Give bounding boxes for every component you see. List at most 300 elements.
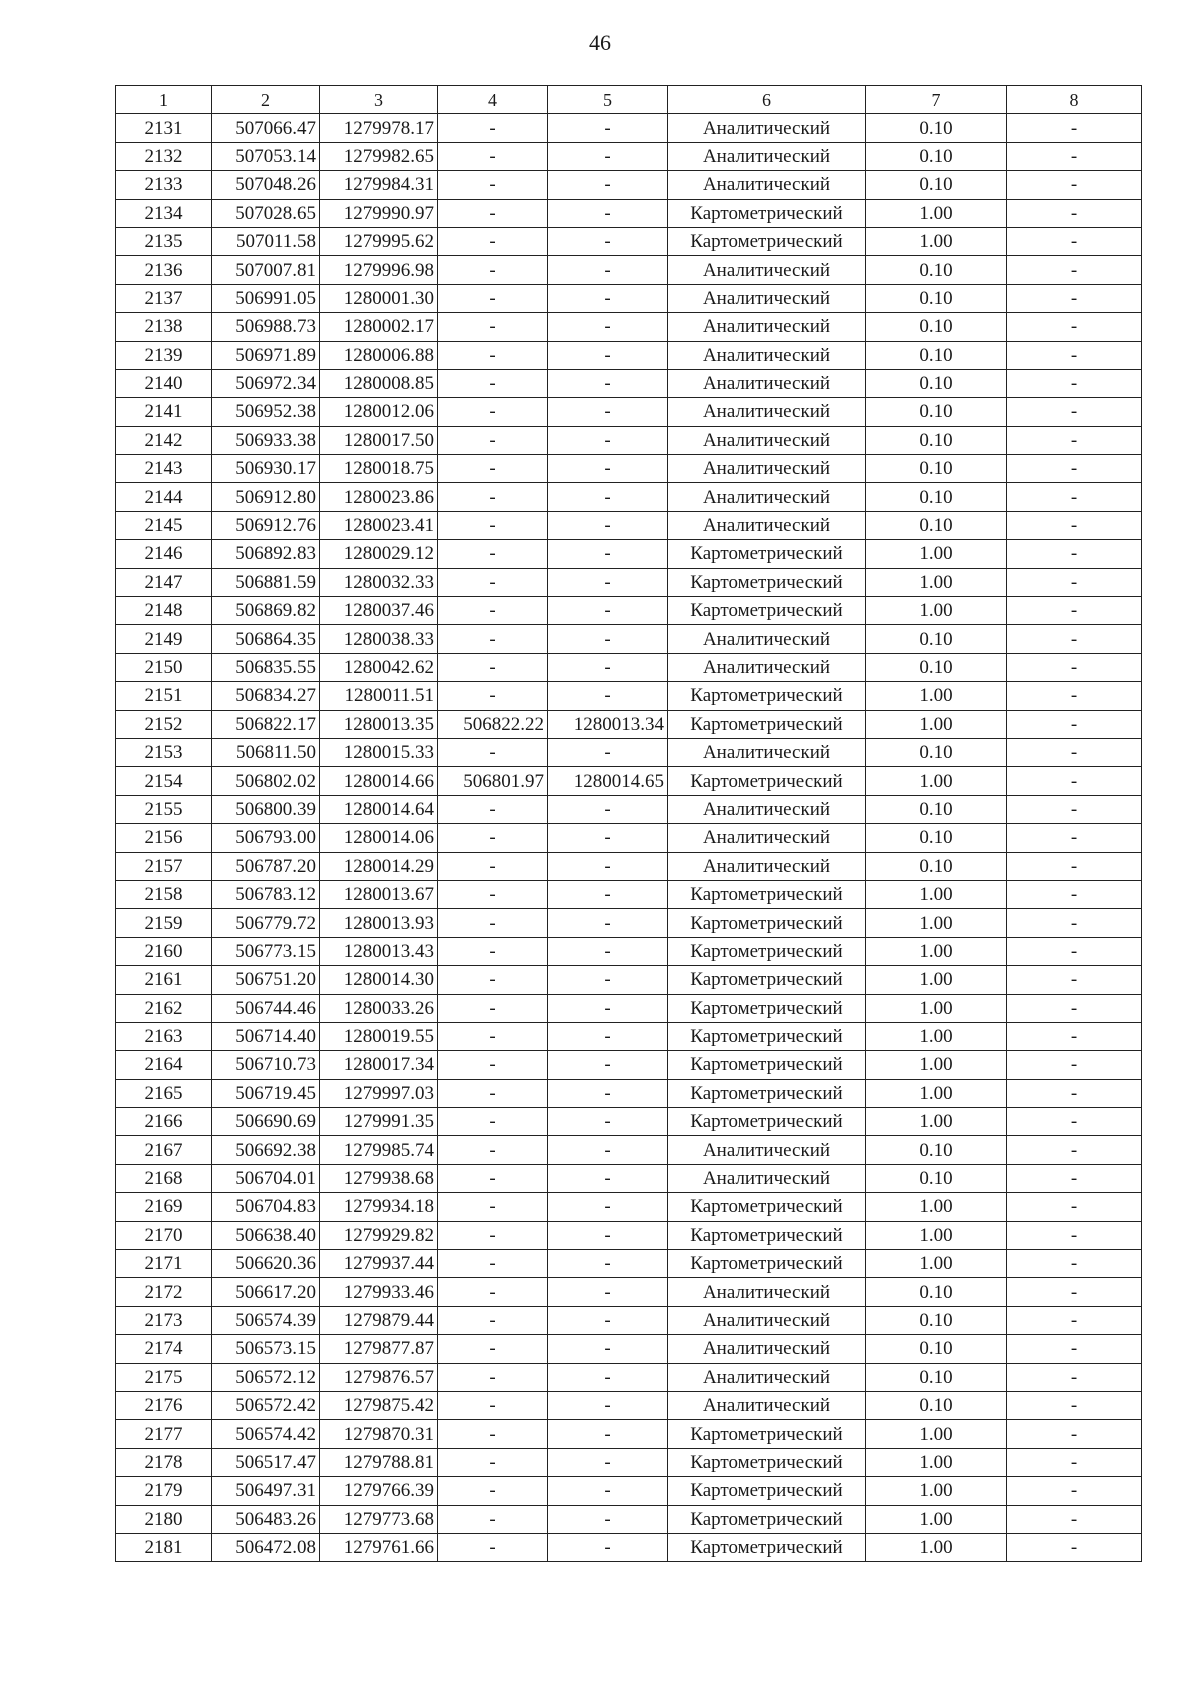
y-coordinate-alt-cell: -: [548, 1533, 668, 1561]
note-cell: -: [1007, 540, 1142, 568]
x-coordinate-cell: 506892.83: [212, 540, 320, 568]
x-coordinate-alt-cell: -: [438, 625, 548, 653]
x-coordinate-alt-cell: -: [438, 1505, 548, 1533]
note-cell: -: [1007, 966, 1142, 994]
point-number-cell: 2142: [116, 426, 212, 454]
accuracy-cell: 1.00: [866, 1533, 1007, 1561]
point-number-cell: 2153: [116, 738, 212, 766]
column-header-7: 7: [866, 86, 1007, 114]
method-cell: Аналитический: [668, 284, 866, 312]
method-cell: Картометрический: [668, 1051, 866, 1079]
table-row: [116, 398, 1142, 426]
y-coordinate-cell: 1280032.33: [320, 568, 438, 596]
y-coordinate-cell: 1280014.66: [320, 767, 438, 795]
y-coordinate-alt-cell: -: [548, 398, 668, 426]
y-coordinate-alt-cell: -: [548, 625, 668, 653]
point-number-cell: 2169: [116, 1193, 212, 1221]
table-row: [116, 937, 1142, 965]
y-coordinate-alt-cell: -: [548, 1477, 668, 1505]
note-cell: -: [1007, 1420, 1142, 1448]
point-number-cell: 2158: [116, 880, 212, 908]
method-cell: Аналитический: [668, 795, 866, 823]
point-number-cell: 2143: [116, 455, 212, 483]
accuracy-cell: 1.00: [866, 1221, 1007, 1249]
accuracy-cell: 0.10: [866, 256, 1007, 284]
note-cell: -: [1007, 1250, 1142, 1278]
y-coordinate-alt-cell: -: [548, 824, 668, 852]
y-coordinate-alt-cell: -: [548, 171, 668, 199]
y-coordinate-alt-cell: -: [548, 341, 668, 369]
point-number-cell: 2176: [116, 1391, 212, 1419]
y-coordinate-cell: 1280038.33: [320, 625, 438, 653]
method-cell: Аналитический: [668, 171, 866, 199]
point-number-cell: 2148: [116, 597, 212, 625]
accuracy-cell: 0.10: [866, 1335, 1007, 1363]
y-coordinate-alt-cell: -: [548, 227, 668, 255]
x-coordinate-cell: 506933.38: [212, 426, 320, 454]
table-row: [116, 1164, 1142, 1192]
y-coordinate-alt-cell: -: [548, 114, 668, 142]
accuracy-cell: 0.10: [866, 1391, 1007, 1419]
x-coordinate-alt-cell: -: [438, 1051, 548, 1079]
point-number-cell: 2151: [116, 682, 212, 710]
accuracy-cell: 0.10: [866, 284, 1007, 312]
x-coordinate-cell: 506971.89: [212, 341, 320, 369]
accuracy-cell: 1.00: [866, 1477, 1007, 1505]
note-cell: -: [1007, 795, 1142, 823]
note-cell: -: [1007, 568, 1142, 596]
column-header-6: 6: [668, 86, 866, 114]
note-cell: -: [1007, 880, 1142, 908]
x-coordinate-alt-cell: -: [438, 313, 548, 341]
accuracy-cell: 1.00: [866, 994, 1007, 1022]
point-number-cell: 2174: [116, 1335, 212, 1363]
column-header-8: 8: [1007, 86, 1142, 114]
point-number-cell: 2140: [116, 369, 212, 397]
table-row: [116, 625, 1142, 653]
method-cell: Аналитический: [668, 426, 866, 454]
x-coordinate-alt-cell: -: [438, 1079, 548, 1107]
point-number-cell: 2180: [116, 1505, 212, 1533]
x-coordinate-cell: 506517.47: [212, 1448, 320, 1476]
table-row: [116, 1448, 1142, 1476]
y-coordinate-alt-cell: -: [548, 795, 668, 823]
y-coordinate-alt-cell: -: [548, 1079, 668, 1107]
point-number-cell: 2159: [116, 909, 212, 937]
point-number-cell: 2149: [116, 625, 212, 653]
x-coordinate-cell: 506690.69: [212, 1108, 320, 1136]
note-cell: -: [1007, 1477, 1142, 1505]
note-cell: -: [1007, 369, 1142, 397]
y-coordinate-cell: 1279985.74: [320, 1136, 438, 1164]
x-coordinate-alt-cell: -: [438, 1533, 548, 1561]
y-coordinate-cell: 1280029.12: [320, 540, 438, 568]
note-cell: -: [1007, 1193, 1142, 1221]
y-coordinate-cell: 1280023.86: [320, 483, 438, 511]
table-row: [116, 568, 1142, 596]
y-coordinate-cell: 1279991.35: [320, 1108, 438, 1136]
y-coordinate-alt-cell: -: [548, 426, 668, 454]
y-coordinate-alt-cell: -: [548, 540, 668, 568]
method-cell: Аналитический: [668, 852, 866, 880]
x-coordinate-alt-cell: -: [438, 1363, 548, 1391]
x-coordinate-cell: 506912.76: [212, 511, 320, 539]
x-coordinate-cell: 506744.46: [212, 994, 320, 1022]
method-cell: Аналитический: [668, 1278, 866, 1306]
y-coordinate-cell: 1280013.43: [320, 937, 438, 965]
method-cell: Аналитический: [668, 313, 866, 341]
accuracy-cell: 0.10: [866, 1278, 1007, 1306]
note-cell: -: [1007, 738, 1142, 766]
y-coordinate-cell: 1279978.17: [320, 114, 438, 142]
x-coordinate-alt-cell: -: [438, 597, 548, 625]
method-cell: Аналитический: [668, 398, 866, 426]
table-row: [116, 1477, 1142, 1505]
y-coordinate-alt-cell: -: [548, 909, 668, 937]
method-cell: Картометрический: [668, 994, 866, 1022]
note-cell: -: [1007, 1022, 1142, 1050]
table-row: [116, 483, 1142, 511]
x-coordinate-alt-cell: -: [438, 398, 548, 426]
x-coordinate-cell: 506638.40: [212, 1221, 320, 1249]
accuracy-cell: 0.10: [866, 1363, 1007, 1391]
table-row: [116, 1079, 1142, 1107]
note-cell: -: [1007, 114, 1142, 142]
x-coordinate-alt-cell: -: [438, 937, 548, 965]
note-cell: -: [1007, 256, 1142, 284]
accuracy-cell: 1.00: [866, 199, 1007, 227]
x-coordinate-cell: 506988.73: [212, 313, 320, 341]
accuracy-cell: 1.00: [866, 1079, 1007, 1107]
x-coordinate-alt-cell: -: [438, 227, 548, 255]
table-row: [116, 1420, 1142, 1448]
y-coordinate-alt-cell: -: [548, 1420, 668, 1448]
x-coordinate-alt-cell: -: [438, 1477, 548, 1505]
y-coordinate-cell: 1280023.41: [320, 511, 438, 539]
method-cell: Аналитический: [668, 511, 866, 539]
method-cell: Картометрический: [668, 682, 866, 710]
table-row: [116, 880, 1142, 908]
y-coordinate-cell: 1280002.17: [320, 313, 438, 341]
accuracy-cell: 1.00: [866, 1022, 1007, 1050]
y-coordinate-alt-cell: -: [548, 1193, 668, 1221]
x-coordinate-cell: 507007.81: [212, 256, 320, 284]
y-coordinate-alt-cell: -: [548, 994, 668, 1022]
y-coordinate-alt-cell: -: [548, 1335, 668, 1363]
method-cell: Картометрический: [668, 1533, 866, 1561]
y-coordinate-alt-cell: -: [548, 937, 668, 965]
accuracy-cell: 1.00: [866, 1448, 1007, 1476]
point-number-cell: 2164: [116, 1051, 212, 1079]
x-coordinate-alt-cell: -: [438, 1250, 548, 1278]
method-cell: Картометрический: [668, 909, 866, 937]
method-cell: Картометрический: [668, 540, 866, 568]
point-number-cell: 2179: [116, 1477, 212, 1505]
note-cell: -: [1007, 1448, 1142, 1476]
x-coordinate-alt-cell: -: [438, 568, 548, 596]
accuracy-cell: 0.10: [866, 142, 1007, 170]
note-cell: -: [1007, 1363, 1142, 1391]
y-coordinate-alt-cell: -: [548, 682, 668, 710]
y-coordinate-alt-cell: -: [548, 852, 668, 880]
accuracy-cell: 0.10: [866, 852, 1007, 880]
accuracy-cell: 0.10: [866, 795, 1007, 823]
point-number-cell: 2177: [116, 1420, 212, 1448]
point-number-cell: 2168: [116, 1164, 212, 1192]
y-coordinate-cell: 1280008.85: [320, 369, 438, 397]
x-coordinate-cell: 506714.40: [212, 1022, 320, 1050]
note-cell: -: [1007, 313, 1142, 341]
table-row: [116, 852, 1142, 880]
note-cell: -: [1007, 824, 1142, 852]
table-row: [116, 142, 1142, 170]
y-coordinate-alt-cell: -: [548, 313, 668, 341]
method-cell: Картометрический: [668, 597, 866, 625]
x-coordinate-cell: 506864.35: [212, 625, 320, 653]
table-row: [116, 369, 1142, 397]
y-coordinate-alt-cell: -: [548, 1108, 668, 1136]
note-cell: -: [1007, 767, 1142, 795]
note-cell: -: [1007, 1108, 1142, 1136]
note-cell: -: [1007, 597, 1142, 625]
table-row: [116, 597, 1142, 625]
note-cell: -: [1007, 994, 1142, 1022]
y-coordinate-cell: 1279933.46: [320, 1278, 438, 1306]
accuracy-cell: 1.00: [866, 880, 1007, 908]
point-number-cell: 2178: [116, 1448, 212, 1476]
accuracy-cell: 0.10: [866, 341, 1007, 369]
x-coordinate-alt-cell: -: [438, 142, 548, 170]
x-coordinate-alt-cell: -: [438, 994, 548, 1022]
method-cell: Картометрический: [668, 1193, 866, 1221]
point-number-cell: 2136: [116, 256, 212, 284]
y-coordinate-cell: 1279997.03: [320, 1079, 438, 1107]
x-coordinate-cell: 506972.34: [212, 369, 320, 397]
table-row: [116, 227, 1142, 255]
x-coordinate-alt-cell: -: [438, 483, 548, 511]
method-cell: Аналитический: [668, 341, 866, 369]
method-cell: Картометрический: [668, 937, 866, 965]
method-cell: Картометрический: [668, 1420, 866, 1448]
accuracy-cell: 0.10: [866, 511, 1007, 539]
y-coordinate-alt-cell: -: [548, 880, 668, 908]
accuracy-cell: 0.10: [866, 313, 1007, 341]
y-coordinate-cell: 1279766.39: [320, 1477, 438, 1505]
accuracy-cell: 1.00: [866, 568, 1007, 596]
y-coordinate-alt-cell: -: [548, 738, 668, 766]
y-coordinate-alt-cell: -: [548, 1448, 668, 1476]
y-coordinate-alt-cell: -: [548, 511, 668, 539]
x-coordinate-alt-cell: -: [438, 795, 548, 823]
accuracy-cell: 0.10: [866, 1136, 1007, 1164]
y-coordinate-cell: 1280033.26: [320, 994, 438, 1022]
method-cell: Картометрический: [668, 1448, 866, 1476]
table-row: [116, 511, 1142, 539]
method-cell: Картометрический: [668, 1505, 866, 1533]
y-coordinate-alt-cell: -: [548, 1221, 668, 1249]
table-row: [116, 114, 1142, 142]
x-coordinate-alt-cell: -: [438, 511, 548, 539]
y-coordinate-alt-cell: -: [548, 1505, 668, 1533]
y-coordinate-alt-cell: -: [548, 1051, 668, 1079]
table-row: [116, 1363, 1142, 1391]
accuracy-cell: 0.10: [866, 171, 1007, 199]
y-coordinate-cell: 1280015.33: [320, 738, 438, 766]
coordinates-table: [115, 85, 1142, 1562]
x-coordinate-alt-cell: -: [438, 455, 548, 483]
note-cell: -: [1007, 199, 1142, 227]
y-coordinate-cell: 1280018.75: [320, 455, 438, 483]
accuracy-cell: 1.00: [866, 909, 1007, 937]
y-coordinate-cell: 1280013.67: [320, 880, 438, 908]
note-cell: -: [1007, 909, 1142, 937]
x-coordinate-cell: 506773.15: [212, 937, 320, 965]
method-cell: Картометрический: [668, 1250, 866, 1278]
x-coordinate-cell: 506787.20: [212, 852, 320, 880]
y-coordinate-cell: 1279990.97: [320, 199, 438, 227]
method-cell: Картометрический: [668, 568, 866, 596]
point-number-cell: 2170: [116, 1221, 212, 1249]
method-cell: Аналитический: [668, 824, 866, 852]
x-coordinate-alt-cell: -: [438, 1448, 548, 1476]
y-coordinate-alt-cell: -: [548, 284, 668, 312]
point-number-cell: 2139: [116, 341, 212, 369]
point-number-cell: 2173: [116, 1306, 212, 1334]
x-coordinate-cell: 506572.12: [212, 1363, 320, 1391]
x-coordinate-cell: 507011.58: [212, 227, 320, 255]
y-coordinate-cell: 1280017.50: [320, 426, 438, 454]
x-coordinate-alt-cell: -: [438, 1022, 548, 1050]
y-coordinate-alt-cell: -: [548, 597, 668, 625]
table-row: [116, 1306, 1142, 1334]
point-number-cell: 2166: [116, 1108, 212, 1136]
table-row: [116, 1022, 1142, 1050]
y-coordinate-cell: 1279938.68: [320, 1164, 438, 1192]
y-coordinate-cell: 1280014.29: [320, 852, 438, 880]
accuracy-cell: 1.00: [866, 682, 1007, 710]
note-cell: -: [1007, 653, 1142, 681]
x-coordinate-alt-cell: -: [438, 880, 548, 908]
y-coordinate-cell: 1279761.66: [320, 1533, 438, 1561]
x-coordinate-cell: 506930.17: [212, 455, 320, 483]
x-coordinate-alt-cell: -: [438, 966, 548, 994]
method-cell: Аналитический: [668, 1391, 866, 1419]
y-coordinate-alt-cell: -: [548, 1164, 668, 1192]
point-number-cell: 2160: [116, 937, 212, 965]
accuracy-cell: 1.00: [866, 1108, 1007, 1136]
x-coordinate-cell: 506497.31: [212, 1477, 320, 1505]
x-coordinate-cell: 506573.15: [212, 1335, 320, 1363]
y-coordinate-cell: 1279984.31: [320, 171, 438, 199]
table-row: [116, 540, 1142, 568]
y-coordinate-cell: 1280012.06: [320, 398, 438, 426]
point-number-cell: 2131: [116, 114, 212, 142]
x-coordinate-cell: 506834.27: [212, 682, 320, 710]
y-coordinate-cell: 1279995.62: [320, 227, 438, 255]
table-row: [116, 1335, 1142, 1363]
method-cell: Аналитический: [668, 738, 866, 766]
method-cell: Картометрический: [668, 710, 866, 738]
point-number-cell: 2155: [116, 795, 212, 823]
method-cell: Аналитический: [668, 1363, 866, 1391]
note-cell: -: [1007, 511, 1142, 539]
method-cell: Картометрический: [668, 1079, 866, 1107]
x-coordinate-alt-cell: -: [438, 1306, 548, 1334]
x-coordinate-alt-cell: -: [438, 171, 548, 199]
method-cell: Аналитический: [668, 1164, 866, 1192]
x-coordinate-alt-cell: -: [438, 653, 548, 681]
accuracy-cell: 1.00: [866, 1051, 1007, 1079]
accuracy-cell: 0.10: [866, 1164, 1007, 1192]
table-row: [116, 1136, 1142, 1164]
x-coordinate-alt-cell: -: [438, 199, 548, 227]
method-cell: Аналитический: [668, 625, 866, 653]
method-cell: Картометрический: [668, 199, 866, 227]
x-coordinate-alt-cell: -: [438, 540, 548, 568]
method-cell: Аналитический: [668, 653, 866, 681]
x-coordinate-cell: 506692.38: [212, 1136, 320, 1164]
accuracy-cell: 0.10: [866, 455, 1007, 483]
table-row: [116, 256, 1142, 284]
table-row: [116, 710, 1142, 738]
x-coordinate-cell: 506704.83: [212, 1193, 320, 1221]
table-row: [116, 1505, 1142, 1533]
method-cell: Картометрический: [668, 227, 866, 255]
note-cell: -: [1007, 227, 1142, 255]
accuracy-cell: 1.00: [866, 1250, 1007, 1278]
x-coordinate-alt-cell: -: [438, 909, 548, 937]
y-coordinate-cell: 1280006.88: [320, 341, 438, 369]
page-number: 46: [589, 30, 611, 55]
x-coordinate-alt-cell: -: [438, 824, 548, 852]
y-coordinate-cell: 1279996.98: [320, 256, 438, 284]
y-coordinate-alt-cell: -: [548, 1022, 668, 1050]
point-number-cell: 2163: [116, 1022, 212, 1050]
table-row: [116, 199, 1142, 227]
x-coordinate-cell: 506719.45: [212, 1079, 320, 1107]
column-header-1: 1: [116, 86, 212, 114]
note-cell: -: [1007, 1278, 1142, 1306]
x-coordinate-alt-cell: -: [438, 1391, 548, 1419]
accuracy-cell: 1.00: [866, 227, 1007, 255]
note-cell: -: [1007, 341, 1142, 369]
column-header-2: 2: [212, 86, 320, 114]
y-coordinate-alt-cell: -: [548, 455, 668, 483]
y-coordinate-alt-cell: -: [548, 653, 668, 681]
y-coordinate-cell: 1279879.44: [320, 1306, 438, 1334]
note-cell: -: [1007, 937, 1142, 965]
x-coordinate-cell: 506952.38: [212, 398, 320, 426]
accuracy-cell: 0.10: [866, 483, 1007, 511]
point-number-cell: 2154: [116, 767, 212, 795]
point-number-cell: 2175: [116, 1363, 212, 1391]
y-coordinate-cell: 1279934.18: [320, 1193, 438, 1221]
x-coordinate-cell: 506710.73: [212, 1051, 320, 1079]
y-coordinate-cell: 1280011.51: [320, 682, 438, 710]
y-coordinate-cell: 1279875.42: [320, 1391, 438, 1419]
accuracy-cell: 0.10: [866, 824, 1007, 852]
y-coordinate-cell: 1279982.65: [320, 142, 438, 170]
note-cell: -: [1007, 852, 1142, 880]
accuracy-cell: 1.00: [866, 710, 1007, 738]
x-coordinate-cell: 506617.20: [212, 1278, 320, 1306]
accuracy-cell: 0.10: [866, 625, 1007, 653]
method-cell: Картометрический: [668, 880, 866, 908]
y-coordinate-cell: 1279929.82: [320, 1221, 438, 1249]
table-row: [116, 909, 1142, 937]
note-cell: -: [1007, 171, 1142, 199]
y-coordinate-cell: 1280001.30: [320, 284, 438, 312]
